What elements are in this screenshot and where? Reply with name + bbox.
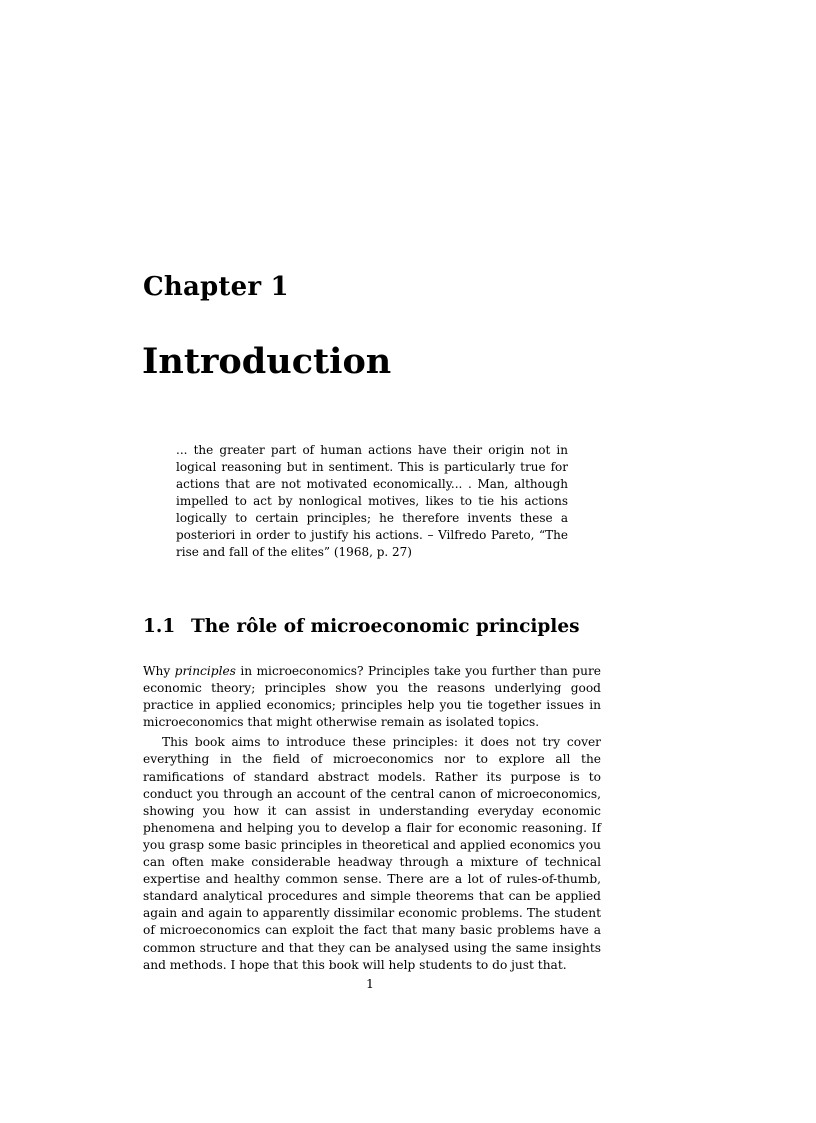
paragraph-1-rest: in microeconomics? Principles take you further than pure economic theory; principles show you the reasons underlying good practice in applied economics; principles help you tie together issues in microeconomics that might otherwise remain as isolated topics. <box>143 664 601 730</box>
epigraph-quote: ... the greater part of human actions have their origin not in logical reasoning but in sentiment. This is particularly true for actions that are not motivated economically... . Man, although impelled to act by nonlogical motives, likes to tie his actions logically to certain principles; he therefore invents these a posteriori in order to justify his actions. – Vilfredo Pareto, “The rise and fall of the elites” (1968, p. 27) <box>176 443 568 559</box>
paragraph-2: This book aims to introduce these principles: it does not try cover everything in the field of microeconomics nor to explore all the ramifications of standard abstract models. Rather its purpose is to conduct you through an account of the central canon of microeconomics, showing you how it can assist in understanding everyday economic phenomena and helping you to develop a flair for economic reasoning. If you grasp some basic principles in theoretical and applied economics you can often make considerable headway through a mixture of technical expertise and healthy common sense. There are a lot of rules-of-thumb, standard analytical procedures and simple theorems that can be applied again and again to apparently dissimilar economic problems. The student of microeconomics can exploit the fact that many basic problems have a common structure and that they can be analysed using the same insights and methods. I hope that this book will help students to do just that. <box>143 735 601 972</box>
paragraph-1-emphasis: principles <box>174 664 236 678</box>
chapter-title: Introduction <box>142 341 392 382</box>
paragraph-1-intro: Why <box>143 664 175 678</box>
section-heading <box>143 616 580 638</box>
paragraph-1 <box>143 663 601 731</box>
section-title: The rôle of microeconomic principles <box>191 616 580 637</box>
body-text <box>143 663 601 974</box>
chapter-label: Chapter 1 <box>143 272 289 302</box>
section-number: 1.1 <box>143 616 176 637</box>
page-number: 1 <box>366 976 374 991</box>
